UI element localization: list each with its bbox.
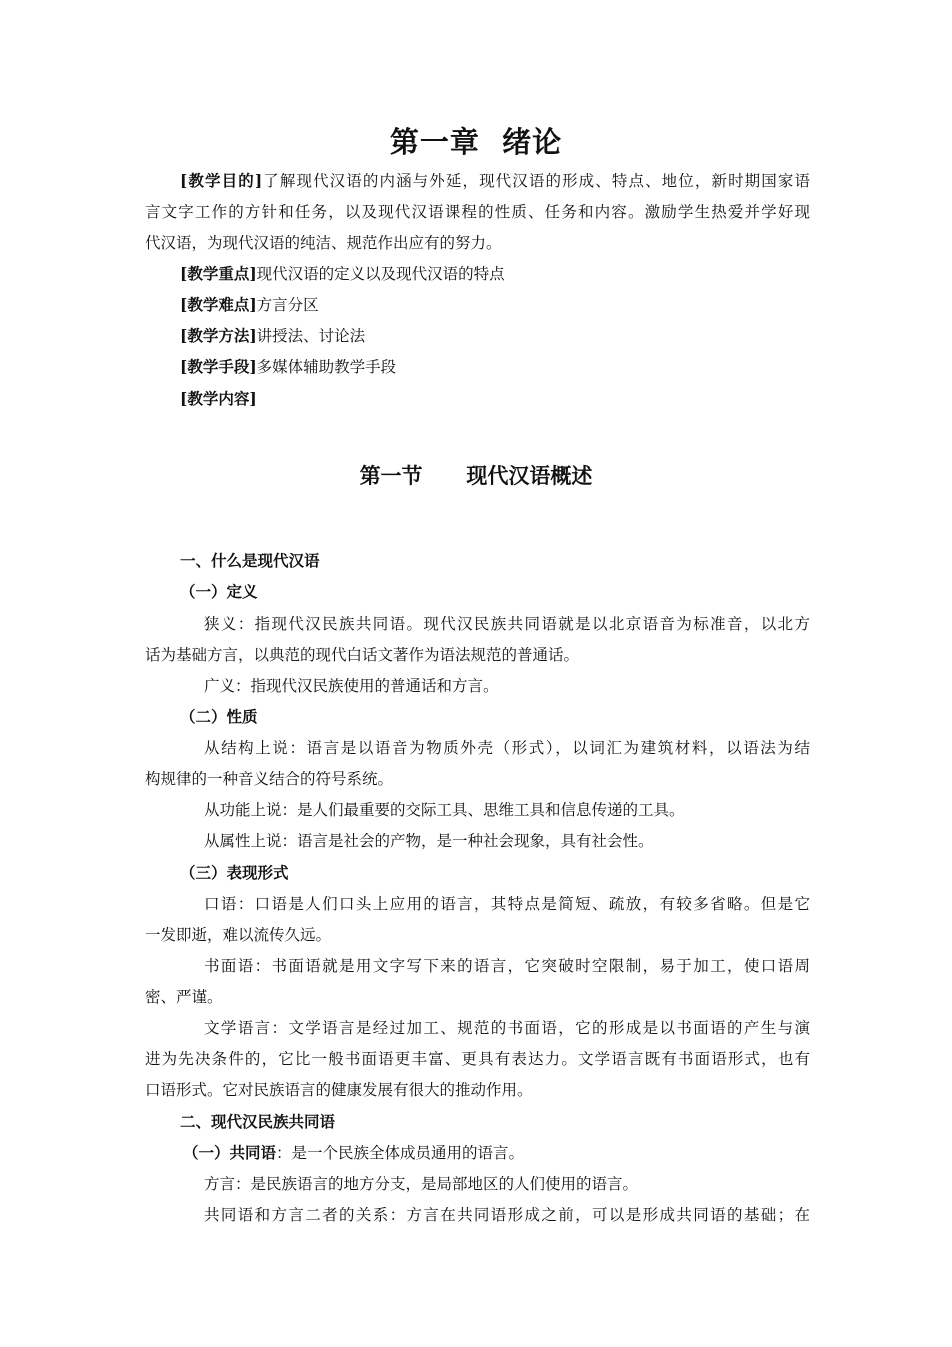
written-line: 书面语：书面语就是用文字写下来的语言，它突破时空限制，易于加工，使口语周 bbox=[204, 957, 810, 975]
chapter-title: 第一章 绪论 bbox=[389, 125, 563, 159]
part1-sub-nature: （二）性质 bbox=[180, 707, 258, 726]
written-line: 密、严谨。 bbox=[145, 988, 223, 1006]
teaching-method-text: 讲授法、讨论法 bbox=[256, 327, 366, 345]
dialect-line: 方言：是民族语言的地方分支，是局部地区的人们使用的语言。 bbox=[204, 1175, 639, 1193]
relation-line: 共同语和方言二者的关系：方言在共同语形成之前，可以是形成共同语的基础；在 bbox=[204, 1206, 810, 1224]
part1-sub-definition: （一）定义 bbox=[180, 582, 258, 601]
function-line: 从功能上说：是人们最重要的交际工具、思维工具和信息传递的工具。 bbox=[204, 801, 685, 819]
structure-line: 从结构上说：语言是以语音为物质外壳（形式），以词汇为建筑材料，以语法为结 bbox=[204, 739, 810, 757]
teaching-content-label: [教学内容] bbox=[180, 389, 257, 408]
oral-line: 口语：口语是人们口头上应用的语言，其特点是简短、疏放，有较多省略。但是它 bbox=[204, 895, 810, 913]
literary-line: 文学语言：文学语言是经过加工、规范的书面语，它的形成是以书面语的产生与演 bbox=[204, 1019, 810, 1037]
literary-line: 进为先决条件的，它比一般书面语更丰富、更具有表达力。文学语言既有书面语形式，也有 bbox=[145, 1050, 810, 1068]
teaching-goal-text: 了解现代汉语的内涵与外延，现代汉语的形成、特点、地位，新时期国家语 bbox=[262, 172, 810, 190]
section-title: 第一节 现代汉语概述 bbox=[359, 463, 593, 488]
teaching-means-text: 多媒体辅助教学手段 bbox=[256, 358, 397, 376]
teaching-difficulty-label: [教学难点] bbox=[180, 295, 257, 314]
teaching-goal-label: [教学目的] bbox=[180, 171, 263, 190]
part2-heading: 二、现代汉民族共同语 bbox=[180, 1112, 336, 1131]
teaching-goal-line bbox=[145, 171, 810, 191]
teaching-method-label: [教学方法] bbox=[180, 326, 257, 345]
common-language-text: ：是一个民族全体成员通用的语言。 bbox=[276, 1144, 525, 1162]
part1-sub-forms: （三）表现形式 bbox=[180, 863, 289, 882]
literary-line: 口语形式。它对民族语言的健康发展有很大的推动作用。 bbox=[145, 1081, 533, 1099]
narrow-definition-line: 狭义：指现代汉民族共同语。现代汉民族共同语就是以北京语音为标准音，以北方 bbox=[204, 615, 810, 633]
teaching-method-line bbox=[180, 326, 845, 346]
teaching-means-label: [教学手段] bbox=[180, 357, 257, 376]
narrow-definition-line: 话为基础方言，以典范的现代白话文著作为语法规范的普通话。 bbox=[145, 646, 580, 664]
broad-definition: 广义：指现代汉民族使用的普通话和方言。 bbox=[204, 677, 499, 695]
part1-heading: 一、什么是现代汉语 bbox=[180, 551, 320, 570]
common-language-line bbox=[183, 1143, 848, 1163]
oral-line: 一发即逝，难以流传久远。 bbox=[145, 926, 332, 944]
common-language-label: （一）共同语 bbox=[183, 1143, 277, 1162]
teaching-key-label: [教学重点] bbox=[180, 264, 257, 283]
attribute-line: 从属性上说：语言是社会的产物，是一种社会现象，具有社会性。 bbox=[204, 832, 654, 850]
teaching-difficulty-text: 方言分区 bbox=[256, 296, 319, 314]
teaching-goal-line: 代汉语，为现代汉语的纯洁、规范作出应有的努力。 bbox=[145, 234, 502, 252]
structure-line: 构规律的一种音义结合的符号系统。 bbox=[145, 770, 394, 788]
teaching-key-text: 现代汉语的定义以及现代汉语的特点 bbox=[256, 265, 505, 283]
teaching-key-line bbox=[180, 264, 845, 284]
teaching-difficulty-line bbox=[180, 295, 845, 315]
teaching-means-line bbox=[180, 357, 845, 377]
teaching-goal-line: 言文字工作的方针和任务，以及现代汉语课程的性质、任务和内容。激励学生热爱并学好现 bbox=[145, 203, 810, 221]
